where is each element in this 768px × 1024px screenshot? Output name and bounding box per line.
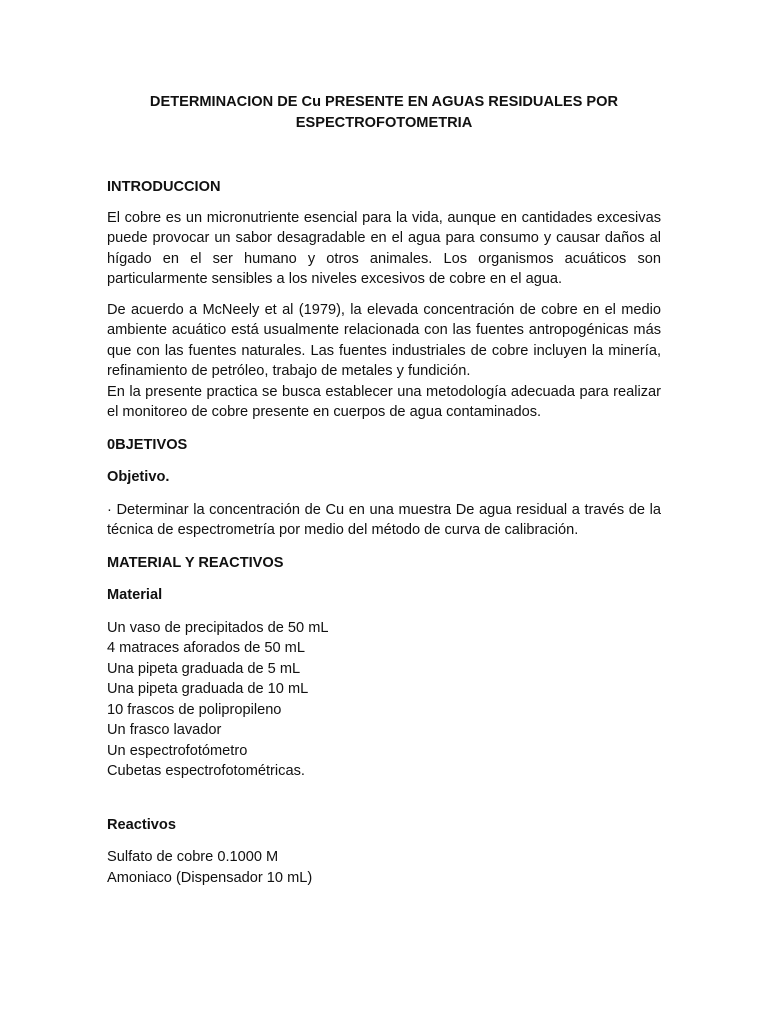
introduccion-paragraph-1: El cobre es un micronutriente esencial para la vida, aunque en cantidades excesivas puede provocar un sabor desagradable en el agua para consumo y causar daños al hígado en el ser humano y otros animales. Los organismos acuáticos son particularmente sensibles a los niveles excesivos de cobre en el agua. (107, 209, 661, 287)
material-list (107, 618, 661, 782)
list-item: Una pipeta graduada de 5 mL (107, 660, 301, 677)
list-item: Amoniaco (Dispensador 10 mL) (107, 869, 313, 886)
document-title (107, 92, 661, 134)
document-title-line-1: DETERMINACION DE Cu PRESENTE EN AGUAS RESIDUALES POR (149, 94, 619, 110)
list-item: Una pipeta graduada de 10 mL (107, 681, 309, 697)
document-title-line-2: ESPECTROFOTOMETRIA (295, 115, 473, 131)
reactivos-list (107, 847, 661, 888)
list-item: Un frasco lavador (107, 722, 222, 738)
introduccion-paragraph-3: En la presente practica se busca establecer una metodología adecuada para realizar el monitoreo de cobre presente en cuerpos de agua contaminados. (107, 383, 661, 420)
list-item: Cubetas espectrofotométricas. (107, 763, 305, 779)
material-reactivos-heading: MATERIAL Y REACTIVOS (107, 554, 284, 571)
material-subheading: Material (107, 587, 163, 603)
list-item: Un espectrofotómetro (107, 742, 248, 759)
objetivo-subheading: Objetivo. (107, 469, 170, 485)
reactivos-subheading: Reactivos (107, 816, 176, 833)
introduccion-paragraph-2: De acuerdo a McNeely et al (1979), la elevada concentración de cobre en el medio ambiente acuático está usualmente relacionada con las fuentes antropogénicas más que con las fuentes naturales. Las fuentes industriales de cobre incluyen la minería, refinamiento de petróleo, trabajo de metales y fundición. (107, 301, 661, 379)
introduccion-heading: INTRODUCCION (107, 179, 221, 195)
list-item: Sulfato de cobre 0.1000 M (107, 849, 279, 865)
objetivo-text: · Determinar la concentración de Cu en una muestra De agua residual a través de la técnica de espectrometría por medio del método de curva de calibración. (107, 501, 661, 538)
objetivos-heading: 0BJETIVOS (107, 436, 188, 453)
list-item: 4 matraces aforados de 50 mL (107, 640, 305, 656)
list-item: 10 frascos de polipropileno (107, 701, 282, 718)
list-item: Un vaso de precipitados de 50 mL (107, 619, 329, 636)
document-body (107, 177, 661, 888)
